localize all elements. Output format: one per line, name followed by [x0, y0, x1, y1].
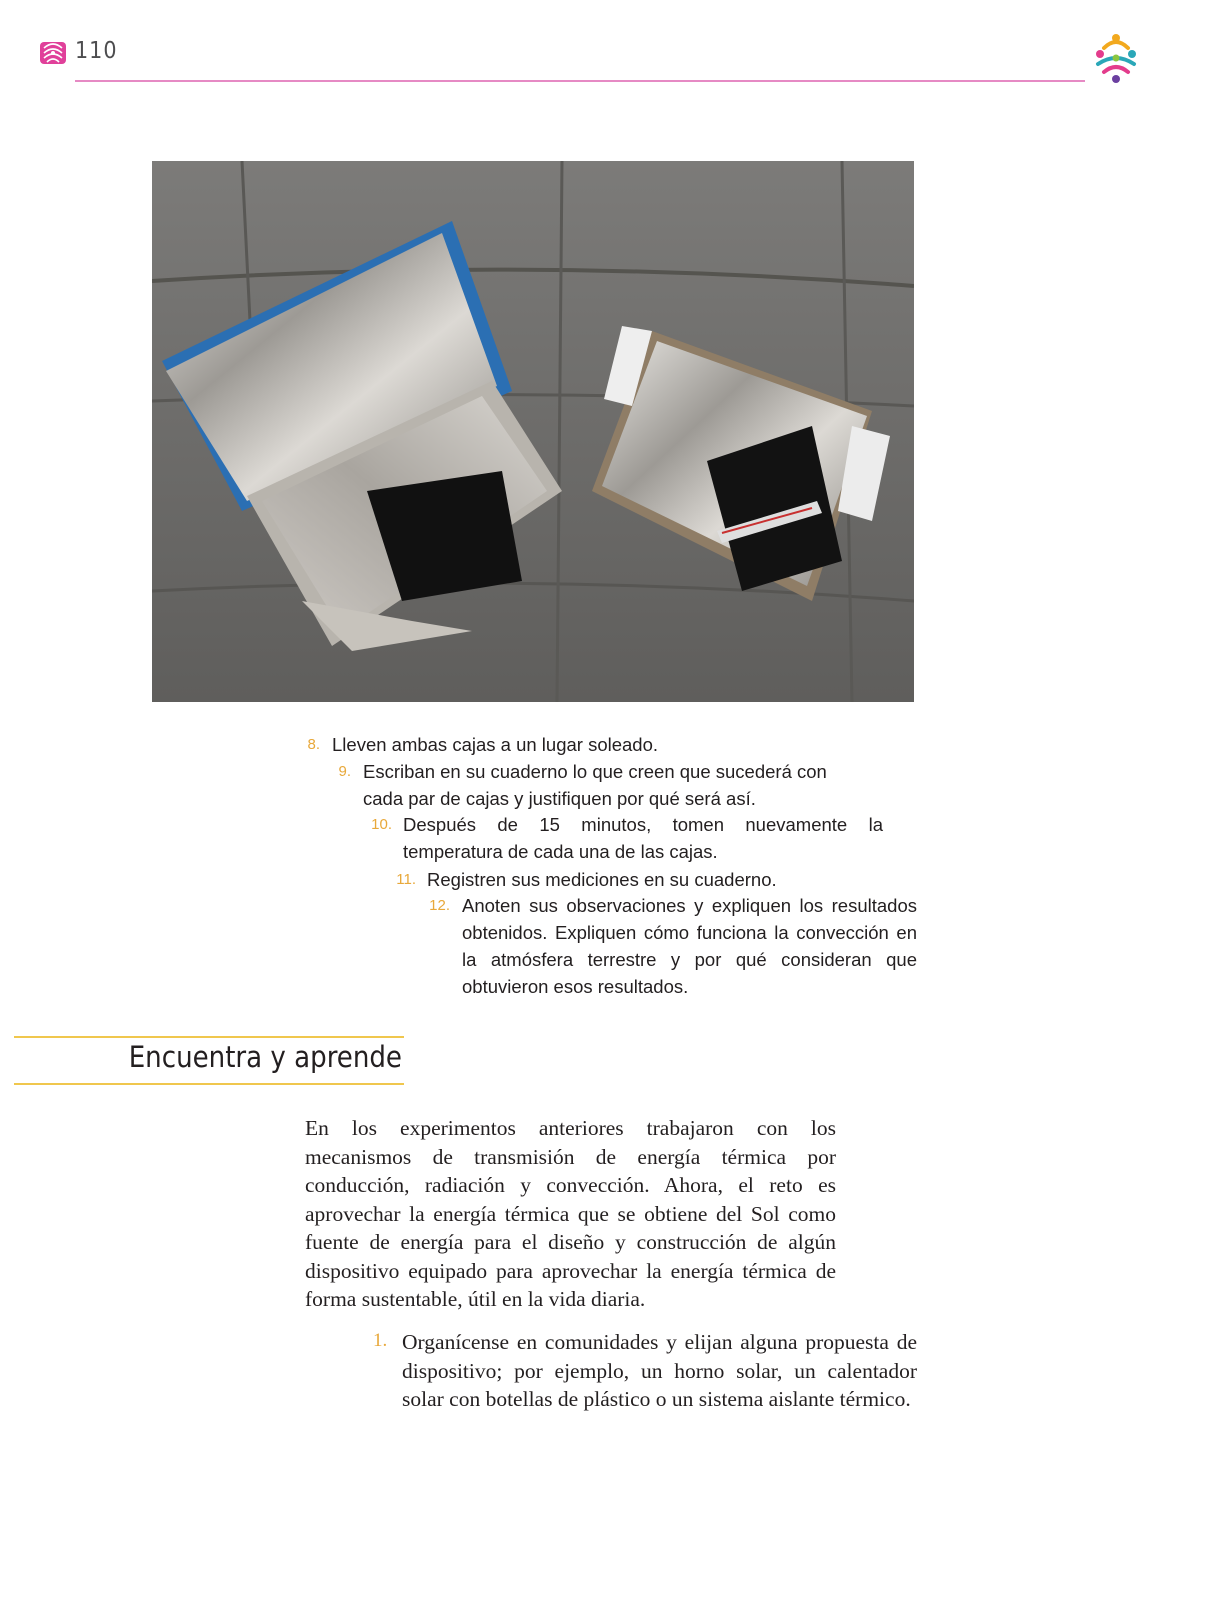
- header-divider: [75, 80, 1085, 82]
- section-title: Encuentra y aprende: [128, 1040, 402, 1074]
- list-item-text: Registren sus mediciones en su cuaderno.: [427, 869, 777, 890]
- page-number: 110: [75, 38, 118, 64]
- section-rule-top: [14, 1036, 404, 1038]
- fingerprint-logo-icon: [38, 38, 68, 68]
- list-item-number: 12.: [429, 897, 450, 914]
- list-item-text: Organícense en comunidades y elijan alguna propuesta de dispositivo; por ejemplo, un horno solar, un calentador solar con botellas de plástico o un sistema aislante térmico.: [402, 1330, 917, 1411]
- intro-paragraph: En los experimentos anteriores trabajaron con los mecanismos de transmisión de energía térmica por conducción, radiación y convección. Ahora, el reto es aprovechar la energía térmica que se obtiene del Sol como fuente de energía para el diseño y construcción de algún dispositivo equipado para aprovechar la energía térmica de forma sustentable, útil en la vida diaria.: [305, 1116, 836, 1311]
- colorful-figures-icon: [1090, 32, 1142, 84]
- list-item-number: 10.: [371, 816, 392, 833]
- list-item-text: Lleven ambas cajas a un lugar soleado.: [332, 734, 659, 755]
- list-item-text: Después de 15 minutos, tomen nuevamente la temperatura de cada una de las cajas.: [403, 814, 883, 862]
- list-item-text: Anoten sus observaciones y expliquen los resultados obtenidos. Expliquen cómo funciona la convección en la atmósfera terrestre y por qué consideran que obtuvieron esos resultados.: [462, 895, 917, 997]
- section-rule-bottom: [14, 1083, 404, 1085]
- list-item-number: 1.: [373, 1330, 388, 1351]
- list-item-number: 11.: [396, 871, 416, 888]
- list-item-number: 9.: [338, 763, 351, 780]
- two-foil-lined-boxes-on-sofa-image: [152, 161, 914, 702]
- list-item-number: 8.: [307, 736, 320, 753]
- list-item-text: Escriban en su cuaderno lo que creen que sucederá con cada par de cajas y justifiquen por qué será así.: [363, 761, 827, 809]
